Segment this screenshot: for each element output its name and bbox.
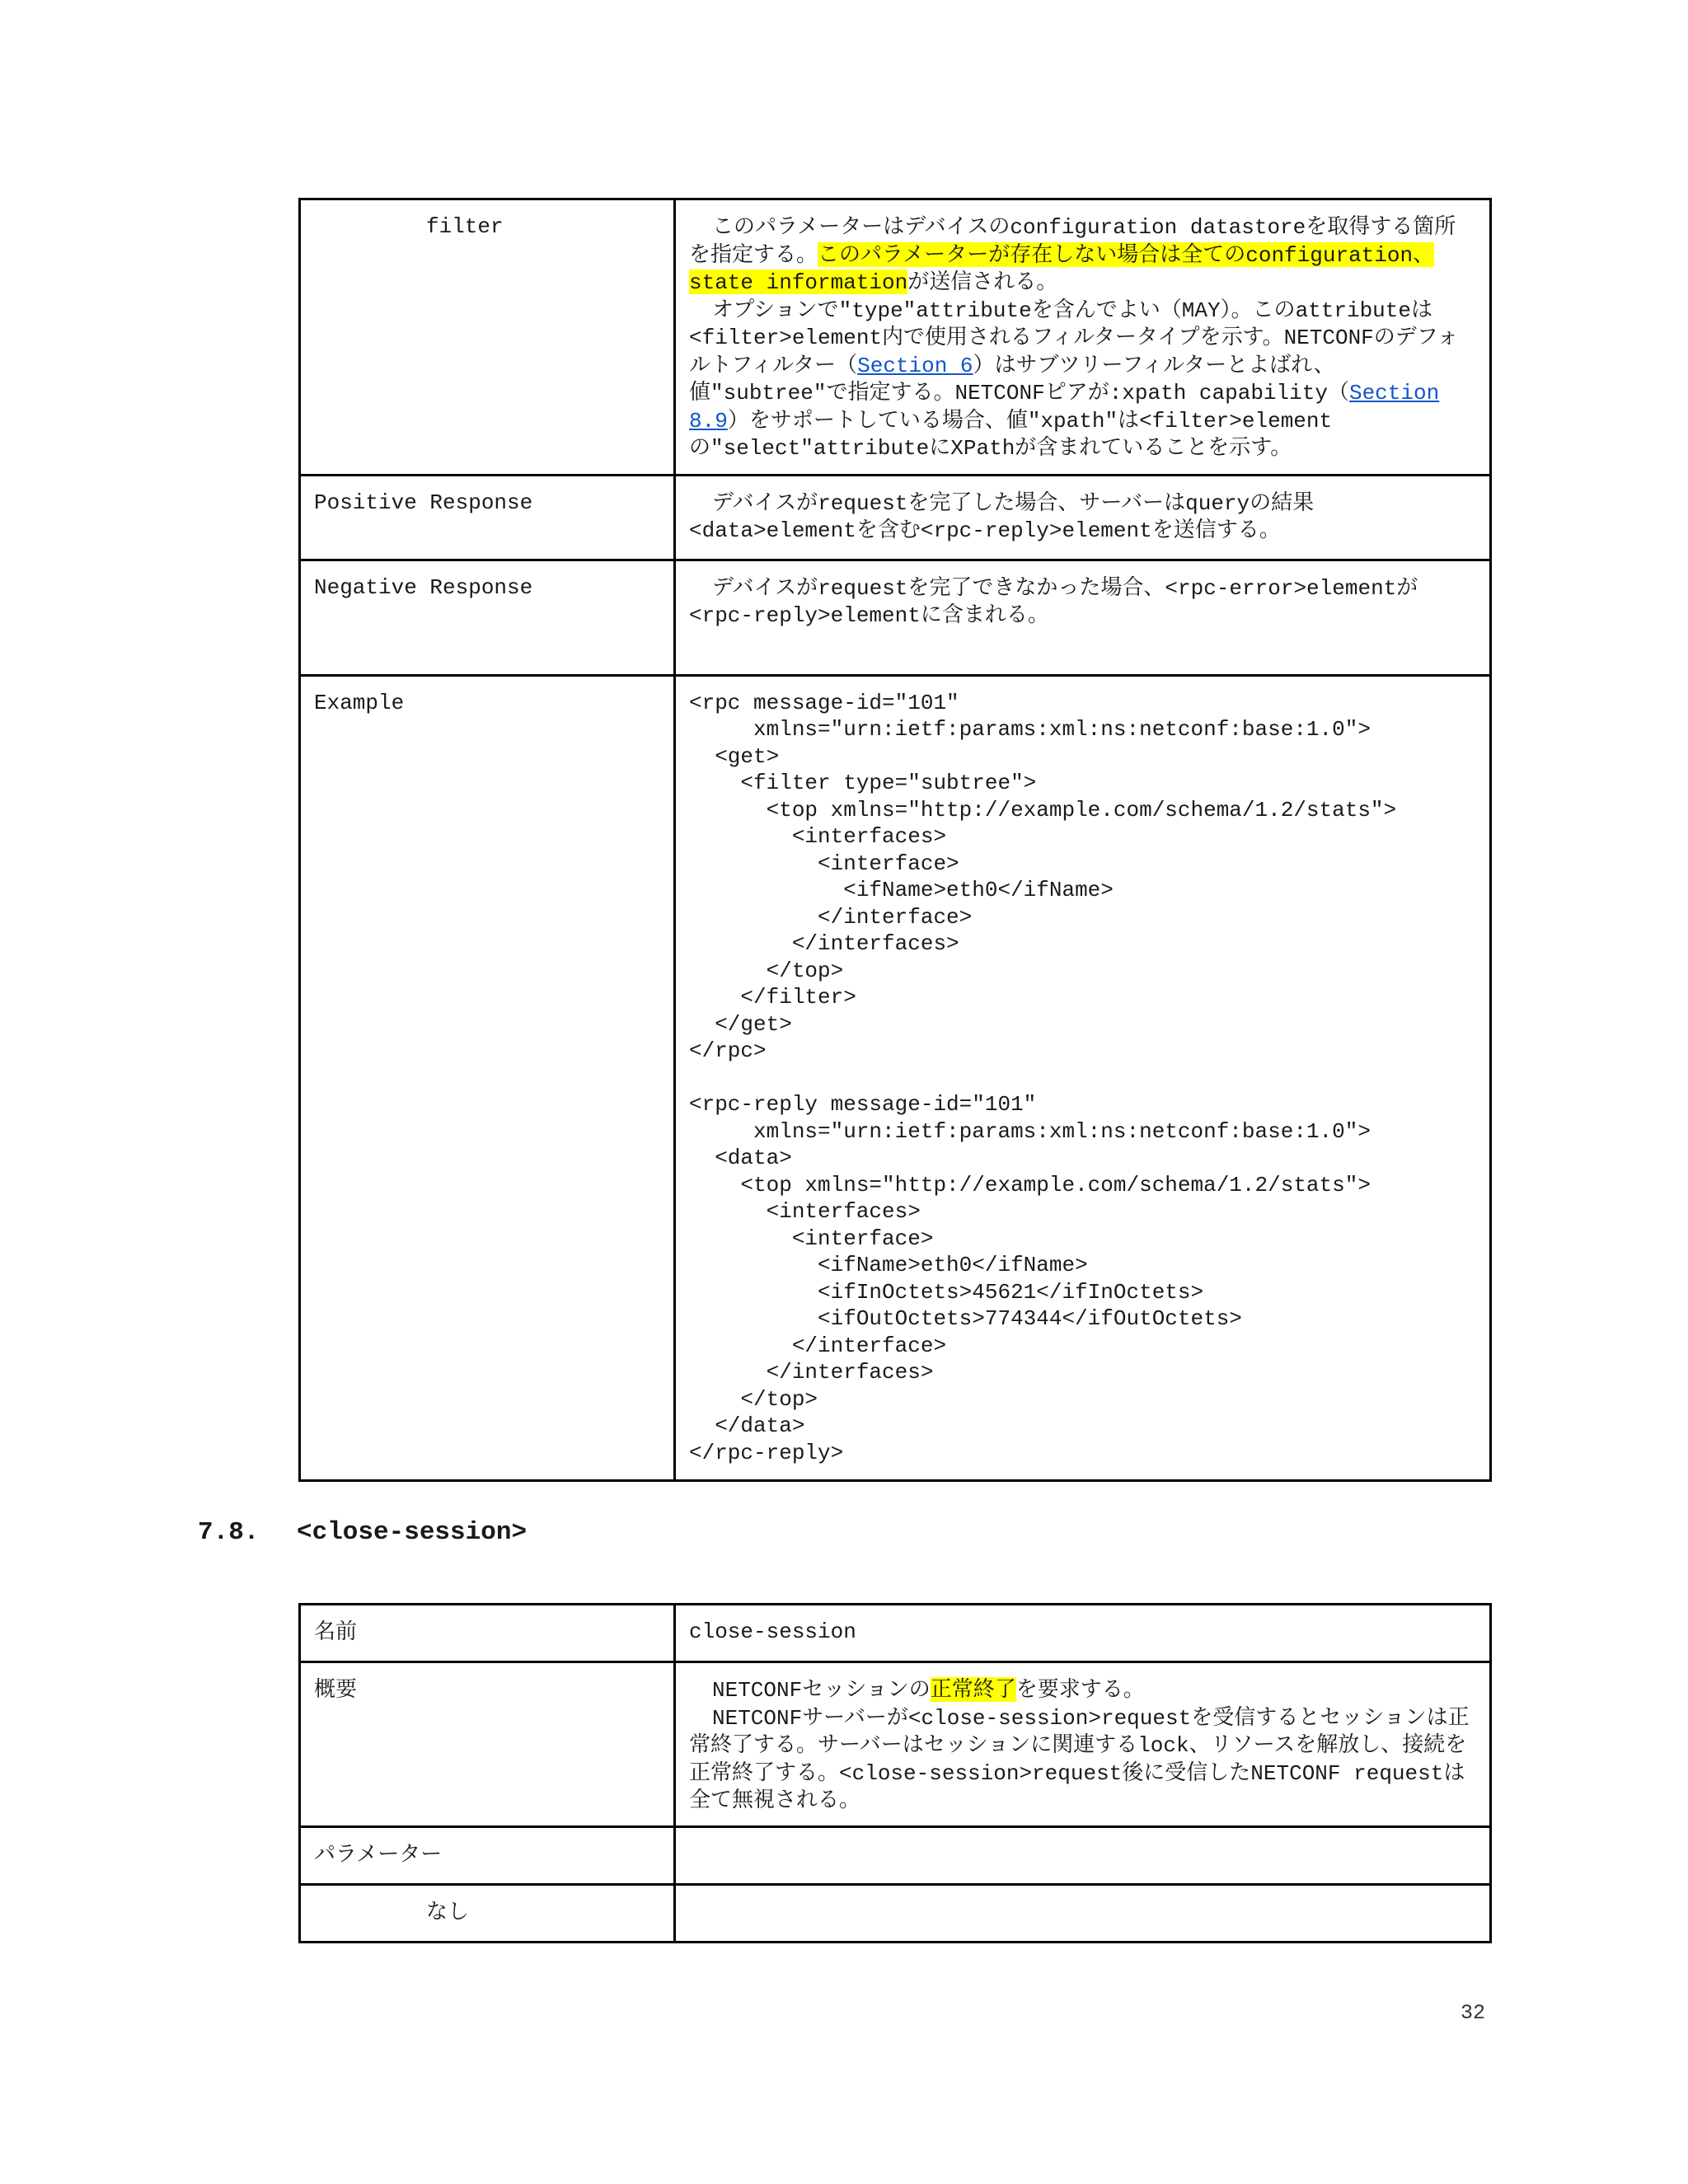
example-label: Example xyxy=(300,675,675,1480)
highlight-text: このパラメーターが存在しない場合は全てのconfiguration、state information xyxy=(689,241,1435,295)
summary-label: 概要 xyxy=(300,1662,675,1827)
param-name-filter: filter xyxy=(426,214,504,239)
name-label: 名前 xyxy=(300,1605,675,1662)
get-operation-table xyxy=(298,198,1492,1482)
section-heading xyxy=(198,1518,527,1547)
negative-response-text: デバイスがrequestを完了できなかった場合、<rpc-error>elementが <rpc-reply>elementに含まれる。 xyxy=(689,574,1418,628)
parameters-label: パラメーター xyxy=(300,1827,675,1885)
table-row xyxy=(300,675,1491,1480)
table-row xyxy=(300,1885,1491,1943)
positive-response-desc xyxy=(675,475,1491,560)
none-value xyxy=(675,1885,1491,1943)
section-8-9-link[interactable]: Section 8.9 xyxy=(689,381,1440,434)
table-row xyxy=(300,560,1491,675)
none-label: なし xyxy=(426,1900,470,1924)
page-number: 32 xyxy=(1461,2001,1486,2025)
name-value: close-session xyxy=(675,1605,1491,1662)
table-row xyxy=(300,1662,1491,1827)
table-row xyxy=(300,475,1491,560)
close-session-table xyxy=(298,1603,1492,1943)
param-desc-cell xyxy=(675,199,1491,476)
parameters-value xyxy=(675,1827,1491,1885)
positive-response-label: Positive Response xyxy=(300,475,675,560)
filter-description-1: このパラメーターはデバイスのconfiguration datastoreを取得する箇所を指定する。このパラメーターが存在しない場合は全てのconfiguration、state informationが送信される。 xyxy=(689,214,1456,295)
summary-desc xyxy=(675,1662,1491,1827)
negative-response-label: Negative Response xyxy=(300,560,675,675)
positive-response-text: デバイスがrequestを完了した場合、サーバーはqueryの結果 <data>elementを含む<rpc-reply>elementを送信する。 xyxy=(689,490,1315,543)
summary-text-1: NETCONFセッションの正常終了を要求する。 xyxy=(712,1677,1145,1703)
summary-text-2: NETCONFサーバーが<close-session>requestを受信するとセッションは正常終了する。サーバーはセッションに関連するlock、リソースを解放し、接続を正常終了する。<close-session>request後に受信したNETCONF requestは全て無視される。 xyxy=(689,1704,1470,1812)
example-code-cell xyxy=(675,675,1491,1480)
section-number: 7.8. xyxy=(198,1518,260,1547)
highlight-text: 正常終了 xyxy=(930,1677,1016,1702)
section-title: <close-session> xyxy=(297,1518,528,1547)
table-row xyxy=(300,1827,1491,1885)
table-row xyxy=(300,199,1491,476)
section-6-link[interactable]: Section 6 xyxy=(857,353,973,378)
param-name-cell xyxy=(300,199,675,476)
table-row xyxy=(300,1605,1491,1662)
filter-description-2: オプションで"type"attributeを含んでよい（MAY）。このattributeは<filter>element内で使用されるフィルタータイプを示す。NETCONFのデフォルトフィルター（Section 6）はサブツリーフィルターとよばれ、値"subtree"で指定する。NETCONFピアが:xpath capability（Section 8.9）をサポートしている場合、値"xpath"は<filter>elementの"select"attributeにXPathが含まれていることを示す。 xyxy=(689,297,1459,461)
negative-response-desc xyxy=(675,560,1491,675)
none-cell xyxy=(300,1885,675,1943)
example-code-block: <rpc message-id="101" xmlns="urn:ietf:params:xml:ns:netconf:base:1.0"> <get> <filter type="subtree"> <top xmlns="http://example.com/schema/1.2/stats"> <interfaces> <interface> <ifName>eth0</ifName> </interface> </interfaces> </top> </filter> </get> </rpc> <rpc-reply message-id="101" xmlns="urn:ietf:params:xml:ns:netconf:base:1.0"> <data> <top xmlns="http://example.com/schema/1.2/stats"> <interfaces> <interface> <ifName>eth0</ifName> <ifInOctets>45621</ifInOctets> <ifOutOctets>774344</ifOutOctets> </interface> </interfaces> </top> </data> </rpc-reply> xyxy=(689,690,1397,1465)
